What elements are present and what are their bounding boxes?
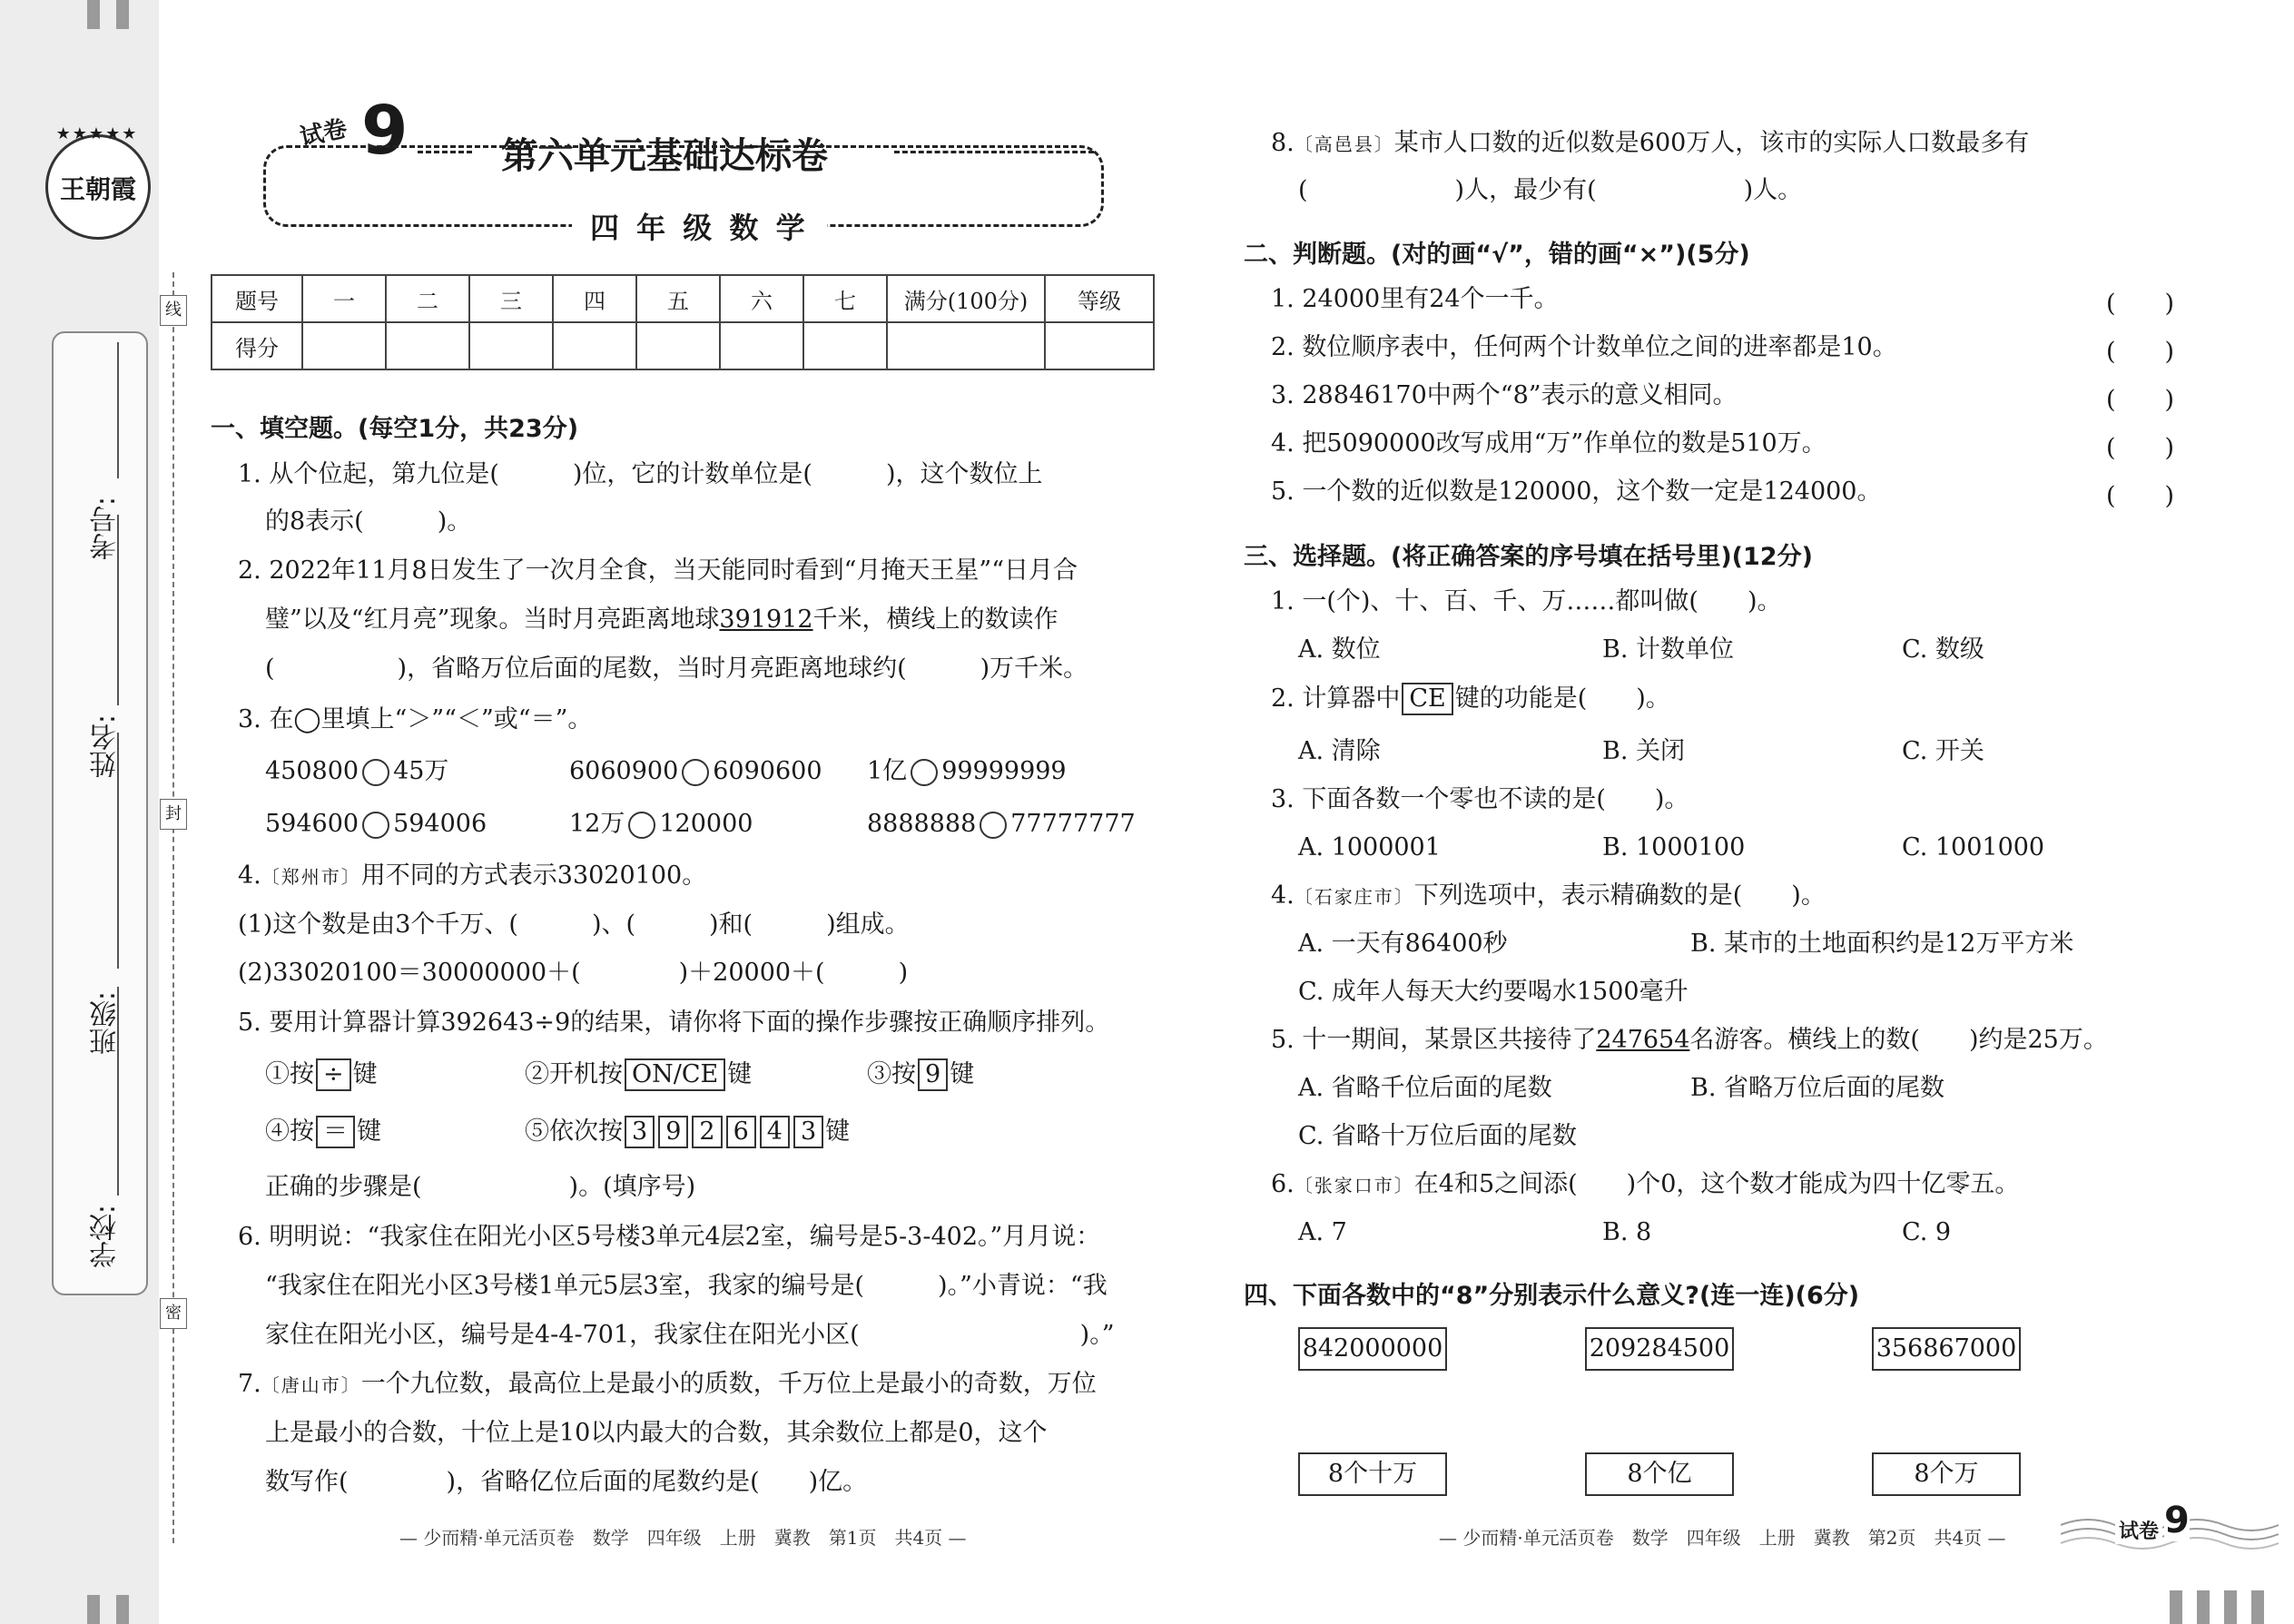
choice-q6: 6.〔张家口市〕在4和5之间添( )个0，这个数才能成为四十亿零五。 bbox=[1271, 1170, 2020, 1198]
score-cell[interactable] bbox=[553, 322, 636, 369]
option: A. 1000001 bbox=[1298, 833, 1441, 861]
tab-mark bbox=[87, 0, 100, 29]
option: C. 9 bbox=[1902, 1218, 1952, 1246]
meaning-box[interactable]: 8个亿 bbox=[1585, 1452, 1734, 1496]
school-label: 学校: bbox=[90, 1205, 122, 1269]
score-header: 五 bbox=[636, 275, 720, 322]
score-header: 四 bbox=[553, 275, 636, 322]
calc-key-ce: CE bbox=[1402, 683, 1452, 715]
calc-key: 2 bbox=[692, 1116, 722, 1148]
calc-key: 9 bbox=[658, 1116, 688, 1148]
calc-key: 4 bbox=[760, 1116, 790, 1148]
score-header-row bbox=[212, 275, 1154, 322]
number-box[interactable]: 842000000 bbox=[1298, 1327, 1447, 1371]
score-cell[interactable] bbox=[302, 322, 386, 369]
calc-key-9: 9 bbox=[918, 1058, 948, 1091]
calc-key-equals: ＝ bbox=[316, 1116, 355, 1148]
page-title: 第六单元基础达标卷 bbox=[501, 135, 828, 177]
number-box[interactable]: 209284500 bbox=[1585, 1327, 1734, 1371]
option: A. 清除 bbox=[1298, 737, 1381, 765]
option: C. 省略十万位后面的尾数 bbox=[1298, 1122, 1577, 1150]
tab-mark bbox=[116, 1595, 129, 1624]
q2-line-1: 2. 2022年11月8日发生了一次月全食，当天能同时看到“月掩天王星”“日月合 bbox=[238, 556, 1078, 585]
answer-paren[interactable]: ( ) bbox=[2106, 386, 2175, 414]
score-header: 题号 bbox=[212, 275, 302, 322]
compare-circle[interactable] bbox=[682, 759, 709, 786]
compare-circle[interactable] bbox=[980, 812, 1007, 839]
choice-q4: 4.〔石家庄市〕下列选项中，表示精确数的是( )。 bbox=[1271, 881, 1826, 910]
compare-item: 594600 594006 bbox=[265, 810, 487, 838]
q7-line-1: 7.〔唐山市〕一个九位数，最高位上是最小的质数，千万位上是最小的奇数，万位 bbox=[238, 1370, 1097, 1398]
score-cell[interactable] bbox=[887, 322, 1045, 369]
city-tag: 〔石家庄市〕 bbox=[1294, 886, 1414, 908]
option: B. 1000100 bbox=[1602, 833, 1746, 861]
step-5: ⑤依次按 3 9 2 6 4 3 键 bbox=[525, 1116, 850, 1148]
score-cell[interactable] bbox=[803, 322, 887, 369]
score-cell[interactable] bbox=[636, 322, 720, 369]
q2-line-2: 璧”以及“红月亮”现象。当时月亮距离地球391912千米，横线上的数读作 bbox=[265, 605, 1058, 634]
compare-item: 450800 45万 bbox=[265, 757, 449, 785]
judge-item: 3. 28846170中两个“8”表示的意义相同。 bbox=[1271, 381, 1738, 409]
option: A. 一天有86400秒 bbox=[1298, 930, 1508, 958]
score-header: 七 bbox=[803, 275, 887, 322]
calc-key-on-ce: ON/CE bbox=[625, 1058, 725, 1091]
underlined-number: 391912 bbox=[719, 605, 813, 634]
q4-part-1: (1)这个数是由3个千万、( )、( )和( )组成。 bbox=[238, 910, 910, 939]
option: A. 数位 bbox=[1298, 635, 1381, 664]
q6-line-1: 6. 明明说：“我家住在阳光小区5号楼3单元4层2室，编号是5-3-402。”月月说： bbox=[238, 1223, 1101, 1251]
edge-char-line: 线 bbox=[160, 295, 187, 326]
section-1-heading: 一、填空题。(每空1分，共23分) bbox=[211, 415, 579, 443]
score-row bbox=[212, 322, 1154, 369]
q8-line-1: 8.〔高邑县〕某市人口数的近似数是600万人，该市的实际人口数最多有 bbox=[1271, 129, 2030, 157]
q5-prompt: 5. 要用计算器计算392643÷9的结果，请你将下面的操作步骤按正确顺序排列。 bbox=[238, 1009, 1110, 1037]
calc-key: 3 bbox=[793, 1116, 823, 1148]
q7-line-3: 数写作( )，省略亿位后面的尾数约是( )亿。 bbox=[265, 1468, 868, 1496]
step-4: ④按 ＝ 键 bbox=[265, 1116, 381, 1148]
option: A. 7 bbox=[1298, 1218, 1347, 1246]
answer-paren[interactable]: ( ) bbox=[2106, 338, 2175, 366]
option: B. 关闭 bbox=[1602, 737, 1686, 765]
exam-no-label: 考号: bbox=[90, 497, 122, 561]
city-tag: 〔张家口市〕 bbox=[1294, 1175, 1414, 1196]
underlined-number: 247654 bbox=[1596, 1026, 1690, 1054]
corner-label: 试卷 bbox=[2115, 1516, 2162, 1544]
city-tag: 〔郑州市〕 bbox=[261, 866, 361, 888]
number-box[interactable]: 356867000 bbox=[1872, 1327, 2021, 1371]
section-2-heading: 二、判断题。(对的画“√”，错的画“×”)(5分) bbox=[1244, 241, 1750, 269]
page-footer-right: — 少而精·单元活页卷 数学 四年级 上册 冀教 第2页 共4页 — bbox=[1439, 1527, 2006, 1549]
score-row-label: 得分 bbox=[212, 322, 302, 369]
exam-no-line[interactable] bbox=[117, 342, 119, 478]
class-label: 班级: bbox=[90, 991, 122, 1056]
option: B. 省略万位后面的尾数 bbox=[1690, 1074, 1945, 1102]
calc-key: 6 bbox=[726, 1116, 756, 1148]
section-3-heading: 三、选择题。(将正确答案的序号填在括号里)(12分) bbox=[1244, 543, 1813, 571]
tab-mark bbox=[87, 1595, 100, 1624]
tab-mark bbox=[2224, 1590, 2237, 1624]
logo-text: 王朝霞 bbox=[59, 174, 136, 204]
page-footer-left: — 少而精·单元活页卷 数学 四年级 上册 冀教 第1页 共4页 — bbox=[399, 1527, 967, 1549]
meaning-box[interactable]: 8个万 bbox=[1872, 1452, 2021, 1496]
score-header: 一 bbox=[302, 275, 386, 322]
tab-mark bbox=[2170, 1590, 2182, 1624]
score-cell[interactable] bbox=[1045, 322, 1154, 369]
score-header: 等级 bbox=[1045, 275, 1154, 322]
publisher-logo: ★★★★★ 王朝霞 bbox=[45, 134, 151, 240]
q2-line-3: ( )，省略万位后面的尾数，当时月亮距离地球约( )万千米。 bbox=[265, 655, 1088, 683]
tab-mark bbox=[2251, 1590, 2264, 1624]
q6-line-2: “我家住在阳光小区3号楼1单元5层3室，我家的编号是( )。”小青说：“我 bbox=[265, 1272, 1108, 1300]
option: B. 8 bbox=[1602, 1218, 1652, 1246]
q7-line-2: 上是最小的合数，十位上是10以内最大的合数，其余数位上都是0，这个 bbox=[265, 1419, 1048, 1447]
q3-prompt: 3. 在◯里填上“＞”“＜”或“＝”。 bbox=[238, 705, 593, 733]
option: C. 1001000 bbox=[1902, 833, 2045, 861]
q1-line-1: 1. 从个位起，第九位是( )位，它的计数单位是( )，这个数位上 bbox=[238, 460, 1043, 488]
score-header: 二 bbox=[386, 275, 469, 322]
compare-item: 12万 120000 bbox=[569, 810, 753, 838]
choice-q1: 1. 一(个)、十、百、千、万……都叫做( )。 bbox=[1271, 587, 1782, 615]
tab-mark bbox=[2197, 1590, 2210, 1624]
exam-badge-number: 9 bbox=[361, 92, 409, 170]
choice-q3: 3. 下面各数一个零也不读的是( )。 bbox=[1271, 785, 1689, 813]
compare-circle[interactable] bbox=[362, 812, 389, 839]
calc-key: 3 bbox=[625, 1116, 655, 1148]
corner-number: 9 bbox=[2164, 1500, 2190, 1541]
judge-item: 1. 24000里有24个一千。 bbox=[1271, 285, 1559, 313]
choice-q2: 2. 计算器中 CE 键的功能是( )。 bbox=[1271, 683, 1670, 715]
q4-part-2: (2)33020100＝30000000＋( )＋20000＋( ) bbox=[238, 959, 909, 987]
option: C. 开关 bbox=[1902, 737, 1984, 765]
compare-item: 8888888 77777777 bbox=[867, 810, 1136, 838]
answer-paren[interactable]: ( ) bbox=[2106, 434, 2175, 462]
cut-line bbox=[172, 272, 174, 1543]
name-label: 姓名: bbox=[90, 714, 122, 779]
option: B. 某市的土地面积约是12万平方米 bbox=[1690, 930, 2074, 958]
student-info-box bbox=[52, 331, 148, 1295]
compare-circle[interactable] bbox=[911, 759, 938, 786]
exam-badge-label: 试卷 bbox=[297, 114, 350, 153]
option: A. 省略千位后面的尾数 bbox=[1298, 1074, 1552, 1102]
option: C. 数级 bbox=[1902, 635, 1984, 664]
step-3: ③按 9 键 bbox=[867, 1058, 974, 1091]
judge-item: 4. 把5090000改写成用“万”作单位的数是510万。 bbox=[1271, 429, 1826, 458]
score-table bbox=[211, 274, 1155, 370]
edge-char-seal: 封 bbox=[160, 799, 187, 830]
score-header: 满分(100分) bbox=[887, 275, 1045, 322]
score-header: 三 bbox=[469, 275, 553, 322]
compare-item: 6060900 6090600 bbox=[569, 757, 822, 785]
q8-line-2: ( )人，最少有( )人。 bbox=[1298, 176, 1803, 204]
meaning-box[interactable]: 8个十万 bbox=[1298, 1452, 1447, 1496]
answer-paren[interactable]: ( ) bbox=[2106, 290, 2175, 318]
step-2: ②开机按 ON/CE 键 bbox=[525, 1058, 752, 1091]
compare-item: 1亿 99999999 bbox=[867, 757, 1067, 785]
q1-line-2: 的8表示( )。 bbox=[265, 507, 472, 536]
q5-answer: 正确的步骤是( )。(填序号) bbox=[265, 1173, 696, 1201]
city-tag: 〔高邑县〕 bbox=[1294, 133, 1394, 155]
city-tag: 〔唐山市〕 bbox=[261, 1374, 361, 1396]
tab-mark bbox=[116, 0, 129, 29]
answer-paren[interactable]: ( ) bbox=[2106, 482, 2175, 510]
compare-circle[interactable] bbox=[628, 812, 655, 839]
judge-item: 2. 数位顺序表中，任何两个计数单位之间的进率都是10。 bbox=[1271, 333, 1897, 361]
option: C. 成年人每天大约要喝水1500毫升 bbox=[1298, 978, 1689, 1006]
judge-item: 5. 一个数的近似数是120000，这个数一定是124000。 bbox=[1271, 477, 1882, 506]
score-cell[interactable] bbox=[720, 322, 803, 369]
step-1: ①按 ÷ 键 bbox=[265, 1058, 378, 1091]
score-cell[interactable] bbox=[469, 322, 553, 369]
q6-line-3: 家住在阳光小区，编号是4-4-701，我家住在阳光小区( )。” bbox=[265, 1321, 1115, 1349]
q4-prompt: 4.〔郑州市〕用不同的方式表示33020100。 bbox=[238, 861, 707, 890]
compare-circle[interactable] bbox=[362, 759, 389, 786]
score-header: 六 bbox=[720, 275, 803, 322]
subtitle: 四 年 级 数 学 bbox=[572, 205, 827, 247]
section-4-heading: 四、下面各数中的“8”分别表示什么意义?(连一连)(6分) bbox=[1244, 1282, 1860, 1310]
calc-key-divide: ÷ bbox=[316, 1058, 351, 1091]
score-cell[interactable] bbox=[386, 322, 469, 369]
edge-char-secret: 密 bbox=[160, 1298, 187, 1329]
choice-q5: 5. 十一期间，某景区共接待了247654名游客。横线上的数( )约是25万。 bbox=[1271, 1026, 2108, 1054]
option: B. 计数单位 bbox=[1602, 635, 1735, 664]
